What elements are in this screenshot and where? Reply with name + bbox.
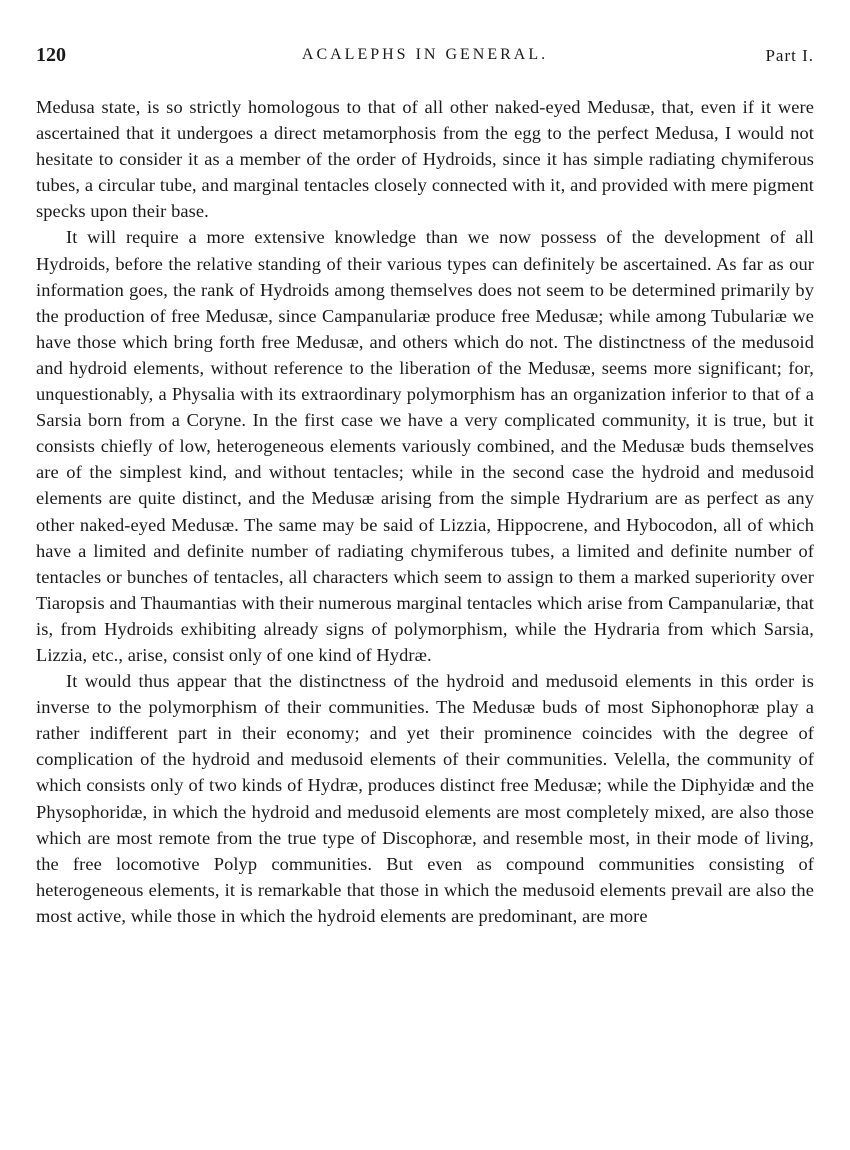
- page-number: 120: [36, 44, 66, 66]
- paragraph: It would thus appear that the distinctness of the hydroid and medusoid elements in this order is inverse to the polymorphism of their communities. The Medusæ buds of most Siphonophoræ play a rather indifferent part in their economy; and yet their prominence coincides with the degree of complication of the hydroid and medusoid elements of their communities. Velella, the community of which consists only of two kinds of Hydræ, produces distinct free Medusæ; while the Diphyidæ and the Physophoridæ, in which the hydroid and medusoid elements are most completely mixed, are also those which are most remote from the true type of Discophoræ, and resemble most, in their mode of living, the free locomotive Polyp communities. But even as compound communities consisting of heterogeneous elements, it is remarkable that those in which the medusoid elements prevail are also the most active, while those in which the hydroid elements are predominant, are more: [36, 671, 814, 926]
- running-title: ACALEPHS IN GENERAL.: [301, 46, 549, 63]
- part-label: Part I.: [765, 46, 814, 65]
- body-text: [36, 94, 814, 929]
- paragraph: It will require a more extensive knowledge than we now possess of the development of all Hydroids, before the relative standing of their various types can definitely be ascertained. As far as our information goes, the rank of Hydroids among themselves does not seem to be determined primarily by the production of free Medusæ, since Campanulariæ produce free Medusæ; while among Tubulariæ we have those which bring forth free Medusæ, and others which do not. The distinctness of the medusoid and hydroid elements, without reference to the liberation of the Medusæ, seems more significant; for, unquestionably, a Physalia with its extraordinary polymorphism has an organization inferior to that of a Sarsia born from a Coryne. In the first case we have a very complicated community, it is true, but it consists chiefly of low, heterogeneous elements variously combined, and the Medusæ buds themselves are of the simplest kind, and without tentacles; while in the second case the hydroid and medusoid elements are quite distinct, and the Medusæ arising from the simple Hydrarium are as perfect as any other naked-eyed Medusæ. The same may be said of Lizzia, Hippocrene, and Hybocodon, all of which have a limited and definite number of radiating chymiferous tubes, a limited and definite number of tentacles or bunches of tentacles, all characters which seem to assign to them a marked superiority over Tiaropsis and Thaumantias with their numerous marginal tentacles which arise from Campanulariæ, that is, from Hydroids exhibiting already signs of polymorphism, while the Hydraria from which Sarsia, Lizzia, etc., arise, consist only of one kind of Hydræ.: [36, 227, 814, 665]
- book-page: [36, 44, 814, 929]
- paragraph-continued: Medusa state, is so strictly homologous to that of all other naked-eyed Medusæ, that, even if it were ascertained that it undergoes a direct metamorphosis from the egg to the perfect Medusa, I would not hesitate to consider it as a member of the order of Hydroids, since it has simple radiating chymiferous tubes, a circular tube, and marginal tentacles closely connected with it, and provided with mere pigment specks upon their base.: [36, 97, 814, 222]
- running-head: [36, 44, 814, 72]
